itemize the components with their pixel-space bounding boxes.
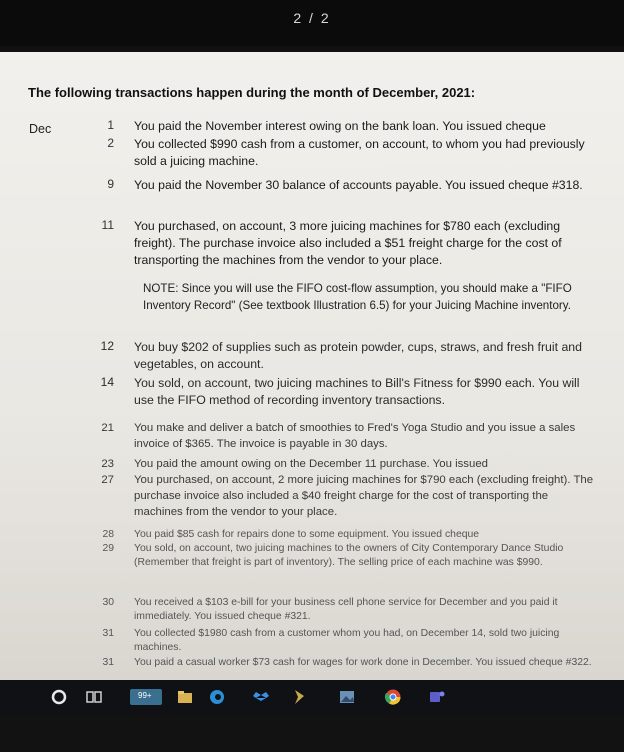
entry-day: 31 — [102, 657, 114, 668]
entry-day: 14 — [100, 375, 114, 389]
entry-day: 12 — [100, 339, 114, 353]
entry-text: You paid a casual worker $73 cash for wages for work done in December. You issued cheque #322. — [134, 657, 592, 668]
teams-icon[interactable] — [428, 688, 446, 706]
entry-day: 1 — [107, 118, 114, 132]
task-view-icon[interactable] — [85, 688, 103, 706]
entry-text: You make and deliver a batch of smoothies to Fred's Yoga Studio and you issue a sales invoice of $365. The invoice is payable in 30 days. — [134, 422, 576, 450]
photos-icon[interactable] — [130, 689, 162, 705]
entry-text: You received a $103 e-bill for your business cell phone service for December and you paid it immediately. You issued cheque #321. — [134, 597, 558, 622]
entry-day: 30 — [102, 597, 114, 608]
entry-text: You purchased, on account, 2 more juicing machines for $790 each (excluding freight). The purchase invoice also included a $40 freight charge for the cost of transporting the machines from the vendor to your place. — [134, 474, 594, 518]
entry-text: You collected $1980 cash from a customer whom you had, on December 14, sold two juicing machines. — [134, 628, 560, 653]
edge-icon[interactable] — [208, 688, 226, 706]
entry-text: You paid the amount owing on the December 11 purchase. You issued — [134, 458, 488, 470]
entry-text: You paid $85 cash for repairs done to some equipment. You issued cheque — [134, 529, 480, 540]
notification-badge: 99+ — [138, 691, 152, 700]
document-page — [0, 52, 624, 680]
document-heading: The following transactions happen during the month of December, 2021: — [28, 85, 476, 100]
entry-text: You collected $990 cash from a customer, on account, to whom you had previously sold a juicing machine. — [134, 137, 585, 168]
screen-bezel — [0, 714, 624, 752]
month-label: Dec — [29, 122, 52, 136]
entry-day: 2 — [107, 136, 114, 150]
viewer-top-bar — [0, 0, 624, 46]
entry-day: 23 — [101, 458, 114, 470]
entry-day: 28 — [102, 529, 114, 540]
entry-text: You paid the November interest owing on the bank loan. You issued cheque — [134, 119, 546, 133]
page-indicator: 2 / 2 — [293, 10, 331, 26]
entry-text: You paid the November 30 balance of accounts payable. You issued cheque #318. — [134, 178, 583, 192]
entry-day: 21 — [101, 422, 114, 434]
entry-text: You sold, on account, two juicing machines to the owners of City Contemporary Dance Studio (Remember that freight is part of inventory). The selling price of each machine was $990. — [134, 543, 564, 568]
taskbar — [0, 680, 624, 714]
entry-text: You purchased, on account, 3 more juicing machines for $780 each (excluding freight). The purchase invoice also included a $51 freight charge for the cost of transporting the machines from the vendor to your place. — [134, 219, 562, 267]
file-explorer-icon[interactable] — [176, 688, 194, 706]
entry-text: You sold, on account, two juicing machines to Bill's Fitness for $990 each. You will use the FIFO method of recording inventory transactions. — [134, 376, 580, 407]
photo-editor-icon[interactable] — [338, 688, 356, 706]
chrome-icon[interactable] — [384, 688, 402, 706]
entry-day: 29 — [102, 543, 114, 554]
dropbox-icon[interactable] — [252, 688, 270, 706]
fifo-note: NOTE: Since you will use the FIFO cost-flow assumption, you should make a "FIFO Inventory Record" (See textbook Illustration 6.5) for your Juicing Machine inventory. — [143, 282, 572, 312]
entry-day: 9 — [107, 177, 114, 191]
entry-day: 11 — [101, 218, 114, 232]
entry-day: 27 — [101, 474, 114, 486]
app-icon[interactable] — [290, 688, 308, 706]
entry-text: You buy $202 of supplies such as protein powder, cups, straws, and fresh fruit and vegetables, on account. — [134, 340, 582, 371]
entry-day: 31 — [102, 628, 114, 639]
cortana-icon[interactable] — [50, 688, 68, 706]
